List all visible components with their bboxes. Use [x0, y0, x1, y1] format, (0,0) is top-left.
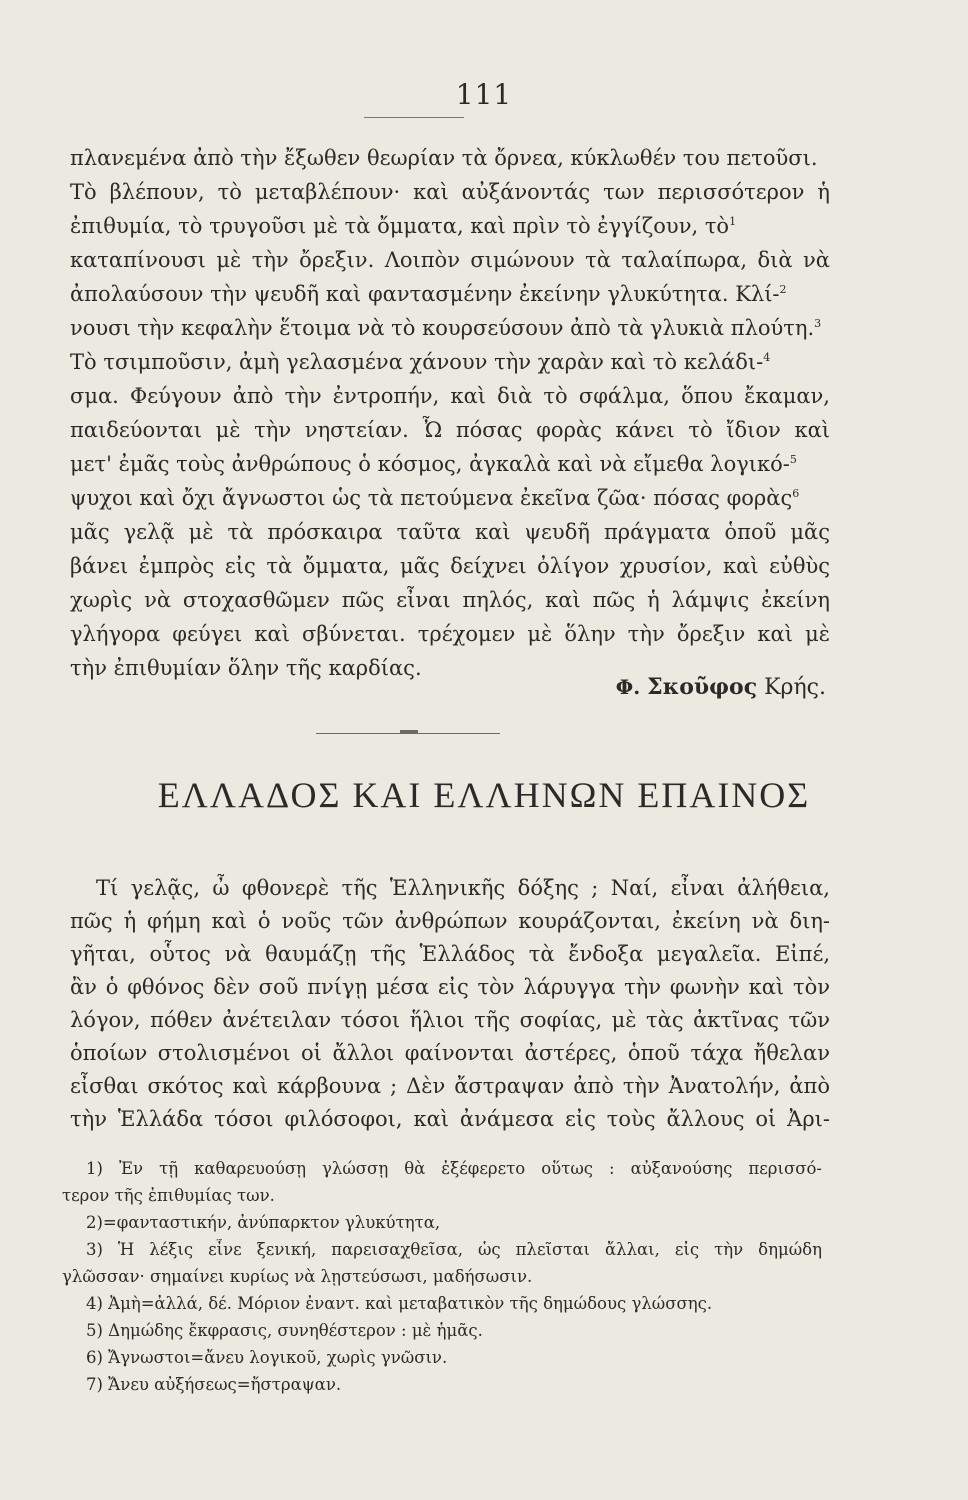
text-segment: ψυχοι καὶ ὄχι ἄγνωστοι ὡς τὰ πετούμενα ἐκεῖνα ζῶα· πόσας φορὰς: [70, 486, 793, 510]
text-line: [70, 450, 830, 478]
footnote-line: τερον τῆς ἐπιθυμίας των.: [62, 1186, 275, 1205]
text-line: [70, 348, 830, 376]
text-line: λόγον, πόθεν ἀνέτειλαν τόσοι ἥλιοι τῆς σοφίας, μὲ τὰς ἀκτῖνας τῶν: [70, 1008, 830, 1032]
text-line: μᾶς γελᾷ μὲ τὰ πρόσκαιρα ταῦτα καὶ ψευδῆ πράγματα ὁποῦ μᾶς: [70, 520, 830, 544]
text-segment: Τὸ τσιμποῦσιν, ἀμὴ γελασμένα χάνουν τὴν χαρὰν καὶ τὸ κελάδι-: [70, 350, 764, 374]
text-segment: μετ' ἐμᾶς τοὺς ἀνθρώπους ὁ κόσμος, ἀγκαλὰ καὶ νὰ εἴμεθα λογικό-: [70, 452, 790, 476]
footnote-line: 7) Ἄνευ αὐξήσεως=ἤστραψαν.: [86, 1375, 342, 1394]
page-number: 111: [455, 78, 513, 111]
text-segment: νουσι τὴν κεφαλὴν ἕτοιμα νὰ τὸ κουρσεύσουν ἀπὸ τὰ γλυκιὰ πλούτη.: [70, 316, 815, 340]
page-number-rule: [364, 117, 464, 118]
footnote-line: 2)=φανταστικήν, ἀνύπαρκτον γλυκύτητα,: [86, 1213, 441, 1232]
text-line: ὁποίων στολισμένοι οἱ ἄλλοι φαίνονται ἀστέρες, ὁποῦ τάχα ἤθελαν: [70, 1041, 830, 1065]
signature-surname: Σκοῦφος: [647, 674, 758, 700]
text-line: [70, 484, 830, 512]
section-divider-ornament: [400, 730, 418, 734]
footnote-mark: 6: [792, 487, 800, 500]
footnote-line: 6) Ἄγνωστοι=ἄνευ λογικοῦ, χωρὶς γνῶσιν.: [86, 1348, 448, 1367]
footnote-mark: 1: [729, 215, 737, 228]
text-segment: ἀπολαύσουν τὴν ψευδῆ καὶ φαντασμένην ἐκείνην γλυκύτητα. Κλί-: [70, 282, 780, 306]
text-line: ἂν ὁ φθόνος δὲν σοῦ πνίγῃ μέσα εἰς τὸν λάρυγγα τὴν φωνὴν καὶ τὸν: [70, 975, 830, 999]
text-line: γλήγορα φεύγει καὶ σβύνεται. τρέχομεν μὲ ὅλην τὴν ὄρεξιν καὶ μὲ: [70, 622, 830, 646]
text-line: βάνει ἐμπρὸς εἰς τὰ ὄμματα, μᾶς δείχνει ὀλίγον χρυσίον, καὶ εὐθὺς: [70, 554, 830, 578]
text-segment: ἐπιθυμία, τὸ τρυγοῦσι μὲ τὰ ὄμματα, καὶ πρὶν τὸ ἐγγίζουν, τὸ: [70, 214, 730, 238]
text-line: τὴν ἐπιθυμίαν ὅλην τῆς καρδίας.: [70, 656, 422, 680]
text-line: χωρὶς νὰ στοχασθῶμεν πῶς εἶναι πηλός, καὶ πῶς ἡ λάμψις ἐκείνη: [70, 588, 830, 612]
text-line: πλανεμένα ἀπὸ τὴν ἔξωθεν θεωρίαν τὰ ὄρνεα, κύκλωθέν του πετοῦσι.: [70, 146, 818, 170]
footnote-mark: 5: [789, 453, 797, 466]
footnote-mark: 3: [814, 317, 822, 330]
footnote-line: 1) Ἐν τῇ καθαρευούσῃ γλώσσῃ θὰ ἐξέφερετο οὕτως : αὐξανούσης περισσό-: [86, 1159, 822, 1178]
text-line: παιδεύονται μὲ τὴν νηστείαν. Ὦ πόσας φορὰς κάνει τὸ ἴδιον καὶ: [70, 418, 830, 442]
text-line: Τί γελᾷς, ὦ φθονερὲ τῆς Ἑλληνικῆς δόξης ; Ναί, εἶναι ἀλήθεια,: [96, 876, 830, 900]
signature-initial: Φ.: [615, 675, 641, 699]
author-signature: [0, 672, 826, 703]
footnote-mark: 2: [779, 283, 787, 296]
text-line: [70, 212, 830, 240]
footnote-line: 3) Ἡ λέξις εἶνε ξενική, παρεισαχθεῖσα, ὡς πλεῖσται ἄλλαι, εἰς τὴν δημώδη: [86, 1240, 822, 1259]
section-title: ΕΛΛΑΔΟΣ ΚΑΙ ΕΛΛΗΝΩΝ ΕΠΑΙΝΟΣ: [157, 775, 811, 815]
signature-origin: Κρής.: [764, 675, 826, 700]
text-line: [70, 314, 830, 342]
text-line: Τὸ βλέπουν, τὸ μεταβλέπουν· καὶ αὐξάνοντάς των περισσότερον ἡ: [70, 180, 830, 204]
text-line: εἶσθαι σκότος καὶ κάρβουνα ; Δὲν ἄστραψαν ἀπὸ τὴν Ἀνατολήν, ἀπὸ: [70, 1074, 830, 1098]
footnote-mark: 4: [763, 351, 771, 364]
text-line: πῶς ἡ φήμη καὶ ὁ νοῦς τῶν ἀνθρώπων κουράζονται, ἐκείνη νὰ διη-: [70, 909, 830, 933]
footnote-line: 4) Ἀμὴ=ἀλλά, δέ. Μόριον ἐναντ. καὶ μεταβατικὸν τῆς δημώδους γλώσσης.: [86, 1294, 713, 1313]
footnote-line: γλῶσσαν· σημαίνει κυρίως νὰ λῃστεύσωσι, μαδήσωσιν.: [62, 1267, 533, 1286]
text-line: [70, 280, 830, 308]
footnote-line: 5) Δημώδης ἔκφρασις, συνηθέστερον : μὲ ἡμᾶς.: [86, 1321, 483, 1340]
text-line: καταπίνουσι μὲ τὴν ὄρεξιν. Λοιπὸν σιμώνουν τὰ ταλαίπωρα, διὰ νὰ: [70, 248, 830, 272]
text-line: σμα. Φεύγουν ἀπὸ τὴν ἐντροπήν, καὶ διὰ τὸ σφάλμα, ὅπου ἔκαμαν,: [70, 384, 830, 408]
text-line: τὴν Ἑλλάδα τόσοι φιλόσοφοι, καὶ ἀνάμεσα εἰς τοὺς ἄλλους οἱ Ἀρι-: [70, 1107, 830, 1131]
text-line: γῆται, οὗτος νὰ θαυμάζῃ τῆς Ἑλλάδος τὰ ἔνδοξα μεγαλεῖα. Εἰπέ,: [70, 942, 830, 966]
